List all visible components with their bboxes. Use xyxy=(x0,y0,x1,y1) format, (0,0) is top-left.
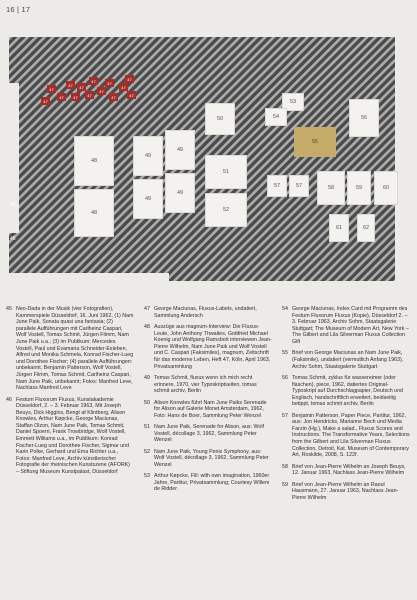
caption-text: Brief von Jean-Pierre Wilhelm an Joseph Beuys, 12. Januar 1963, Nachlass Jean-Pierre Wilhelm xyxy=(292,463,406,477)
caption-entry xyxy=(144,473,272,493)
caption-number: 48 xyxy=(144,323,150,330)
exhibit-box-51: 51 xyxy=(205,155,247,189)
caption-number: 53 xyxy=(144,473,150,480)
caption-entry xyxy=(144,375,272,395)
exhibit-box-50: 50 xyxy=(205,103,235,135)
page-number: 16 | 17 xyxy=(6,5,31,14)
red-box-47: 47 xyxy=(125,75,134,83)
caption-number: 50 xyxy=(144,399,150,406)
caption-text: Neo-Dada in der Musik (vier Fotografien), Kammerspiele Düsseldorf, 16. Juni 1962, (1) Nam June Paik, Sonata quasi una fantasia; (2) parallele Aufführungen mit Carlheinz Caspari, Wolf Vostell, Tomas Schmit, Jürgen Flimm, Nam June Paik u.a.; (3) im Publikum: Mercedes Vostell, Paul und Evamaria Schneider-Esleben, Alfred und Monika Schmela, Konrad Fischer-Lueg und Dorothee Fischer; (4) parallele Aufführungen: unbekannt, Benjamin Patterson, Wolf Vostell, Jürgen Flimm, Tomas Schmit, Carlheinz Caspari, Nam June Paik, unbekannt; Fotos: Manfred Leve, Nachlass Manfred Leve xyxy=(16,306,134,392)
caption-text: Benjamin Patterson, Paper Piece, Partitur, 1962, aus: Jon Hendricks, Marianne Bech und Media Farzin (Hg.), Make a salad., Fluxus Scores and Instructions. The Transformative Years, Selections from the Gilbert and Lila Silverman Fluxus Collection, Detroit, Kat. Museum of Contemporary Art, Roskilde, 2008, S. 122f. xyxy=(292,412,410,459)
caption-text: Tomas Schmit, fluxus wenn ich mich recht erinnere, 1970, vier Typoskriptseiten, tomas schmit archiv, Berlin xyxy=(154,374,257,395)
caption-entry xyxy=(6,397,134,476)
caption-entry xyxy=(144,324,272,370)
red-box-47: 47 xyxy=(57,93,66,101)
caption-entry xyxy=(144,449,272,469)
floor-plan-label-46: 46 xyxy=(10,202,16,208)
caption-number: 58 xyxy=(282,463,288,470)
caption-number: 59 xyxy=(282,481,288,488)
exhibition-floor-plan xyxy=(9,37,395,281)
caption-number: 46 xyxy=(6,396,12,403)
floor-plan-background xyxy=(9,37,395,281)
caption-text: George Maciunas, Fluxus-Labels, undatiert, Sammlung Andersch xyxy=(154,306,257,319)
caption-number: 57 xyxy=(282,412,288,419)
caption-text: Arthur Køpcke, Fill: with own imagination, 1960er Jahre, Partitur, Privatsammlung; Courtesy Willem de Ridder xyxy=(154,473,270,493)
caption-number: 51 xyxy=(144,424,150,431)
red-box-47: 47 xyxy=(77,83,86,91)
exhibit-box-48: 48 xyxy=(74,136,114,186)
exhibit-box-49: 49 xyxy=(165,130,195,170)
caption-text: Nam June Paik, Young Penis Symphony, aus: Wolf Vostell, décollage 3, 1962, Sammlung Peter Wenzel xyxy=(154,448,269,468)
red-box-47: 47 xyxy=(97,87,106,95)
caption-entry xyxy=(282,464,412,477)
red-box-47: 47 xyxy=(41,97,50,105)
red-box-47: 47 xyxy=(105,79,114,87)
caption-text: Auszüge aus magnum-Interview: Die Fluxus-Leute, John Anthony Thwaites, Gottfried Michael Koenig und Wolfgang Ramsbott interviewen Jean-Pierre Wilhelm, Nam June Paik und Wolf Vostell und C. Caspari (Faksimiles), magnum, Zeitschrift für das moderne Leben, Heft 47, Köln, April 1963, Privatsammlung xyxy=(154,323,272,370)
red-box-47: 47 xyxy=(109,93,118,101)
red-box-47: 47 xyxy=(71,93,80,101)
caption-number: 52 xyxy=(144,448,150,455)
caption-entry xyxy=(6,306,134,392)
exhibit-box-61: 61 xyxy=(329,214,349,242)
exhibit-box-49: 49 xyxy=(133,136,163,176)
caption-text: Brief von Jean-Pierre Wilhelm an Raoul Hausmann, 27. Januar 1963, Nachlass Jean-Pierre Wilhelm xyxy=(292,481,399,501)
caption-number: 47 xyxy=(144,306,150,312)
exhibit-box-56: 56 xyxy=(349,99,379,137)
caption-entry xyxy=(144,400,272,420)
exhibit-box-49: 49 xyxy=(133,179,163,219)
caption-text: George Maciunas, Index Card mit Programm des Festum Fluxorum Fluxus (Kopie), Düsseldorf 2. – 3. Februar 1963, Archiv Sohm, Staatsgalerie Stuttgart; The Museum of Modern Art, New York – The Gilbert and Lila Silverman Fluxus Collection Gift xyxy=(292,306,409,345)
caption-entry xyxy=(144,306,272,319)
caption-entry xyxy=(282,350,412,370)
exhibit-box-49: 49 xyxy=(165,173,195,213)
caption-entry xyxy=(282,413,412,459)
caption-column-1 xyxy=(6,306,134,480)
exhibit-box-48: 48 xyxy=(74,189,114,237)
exhibit-box-54: 54 xyxy=(265,108,287,126)
caption-text: Brief von George Maciunas an Nam June Paik, (Faksimile), undatiert (vermutlich Anfang 1963), Archiv Sohm, Staatsgalerie Stuttgart xyxy=(292,350,404,370)
caption-number: 49 xyxy=(144,374,150,381)
exhibit-box-60: 60 xyxy=(374,171,398,205)
caption-number: 55 xyxy=(282,350,288,357)
red-box-47: 47 xyxy=(119,83,128,91)
caption-entry xyxy=(282,375,412,408)
caption-column-2 xyxy=(144,306,272,498)
exhibit-box-58: 58 xyxy=(317,171,345,205)
red-box-47: 47 xyxy=(47,85,56,93)
exhibit-box-59: 59 xyxy=(347,171,371,205)
caption-text: Nam June Paik, Serenade for Alison, aus: Wolf Vostell, décollage 3, 1962, Sammlung Peter Wenzel xyxy=(154,424,265,444)
floor-plan-label-45: 45 xyxy=(10,236,16,242)
caption-entry xyxy=(144,424,272,444)
red-box-47: 47 xyxy=(85,91,94,99)
caption-text: Festum Fluxorum Fluxus, Kunstakademie Düsseldorf, 2. – 3. Februar 1963, Mit Joseph Beuys, Dick Higgins, Bengt af Klintberg, Alison Knowles, Arthur Køpcke, George Maciunas, Staffan Olzon, Nam June Paik, Tomas Schmit, Daniel Spoerri, Frank Trowbridge, Wolf Vostell, Emmett Williams u.a., im Publikum: Konrad Fischer-Lueg und Dorothee Fischer, Sigmar und Karin Polke, Gerhard und Ema Richter u.a., Fotos: Manfred Leve, Archiv künstlerischer Fotografie der rheinischen Kunstszene (AFORK) – Stiftung Museum Kunstpalast, Düsseldorf xyxy=(16,396,130,476)
exhibit-box-57: 57 xyxy=(289,175,309,197)
caption-number: 45 xyxy=(6,306,12,312)
caption-entry xyxy=(282,482,412,502)
caption-entry xyxy=(282,306,412,346)
red-box-47: 47 xyxy=(66,81,75,89)
caption-text: Alison Knowles führt Nam June Paiks Serenade for Alison auf Galerie Monet Amsterdam, 1962, Foto: Hans de Boer, Sammlung Peter Wenzel xyxy=(154,399,267,419)
caption-text: Tomas Schmit, zyklus für wassereimer (oder flaschen), piece, 1962, datiertes Original-Typoskript auf Durchschlagpapier, Deutsch und Englisch, handschriftlich erweitert, beidseitig betippt, tomas schmit archiv, Berlin xyxy=(292,374,404,408)
exhibit-box-53: 53 xyxy=(282,93,304,111)
exhibit-box-52: 52 xyxy=(205,193,247,227)
exhibit-box-55: 55 xyxy=(294,127,336,157)
red-box-47: 47 xyxy=(89,77,98,85)
caption-column-3 xyxy=(282,306,412,506)
exhibit-box-57: 57 xyxy=(267,175,287,197)
red-box-47: 47 xyxy=(127,91,136,99)
caption-number: 56 xyxy=(282,374,288,381)
caption-number: 54 xyxy=(282,306,288,312)
exhibit-box-62: 62 xyxy=(357,214,375,242)
